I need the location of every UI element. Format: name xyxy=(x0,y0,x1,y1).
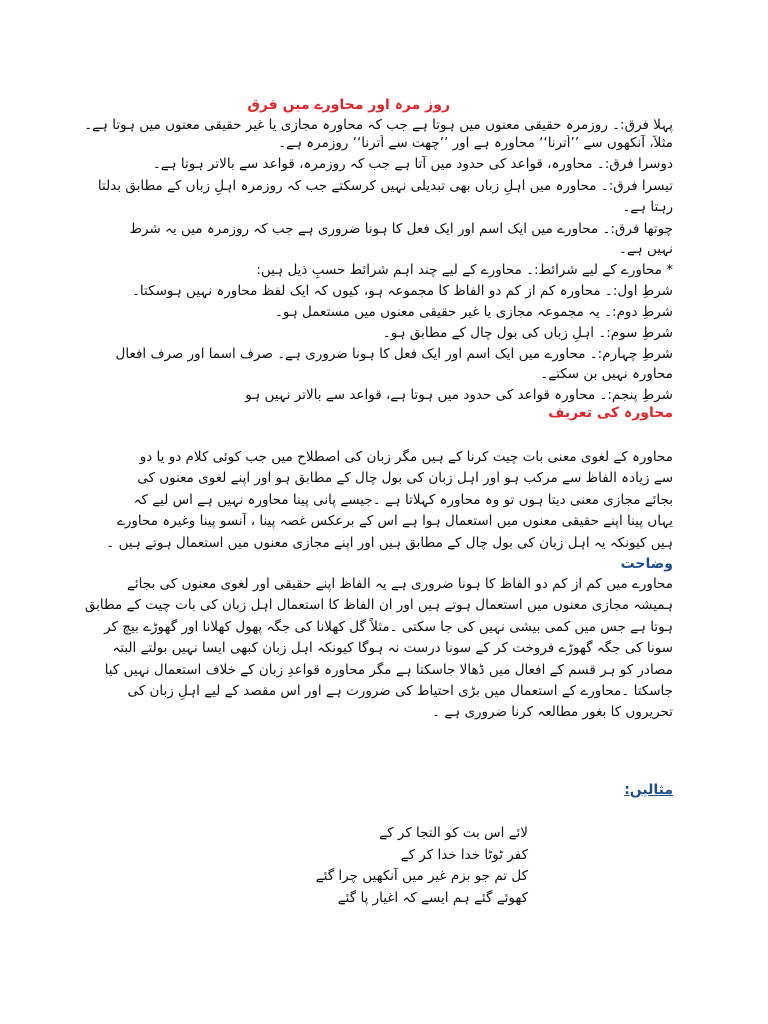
condition-line: شرطِ دوم:۔ یہ مجموعہ مجازی یا غیر حقیقی معنوں میں مستعمل ہو۔ xyxy=(274,304,673,320)
difference-line: مثلاً، آنکھوں سے ’’اُترنا‘‘ محاورہ ہے اور ’’چھت سے اُترنا‘‘ روزمرہ ہے۔ xyxy=(278,135,673,151)
explanation-line: ہمیشہ مجازی معنوں میں استعمال ہوتے ہیں اور ان الفاظ کا استعمال اہل زبان کی بات چیت کے مطابق xyxy=(84,597,673,614)
difference-line: رہتا ہے۔ xyxy=(622,199,673,215)
explanation-line: محاورے میں کم از کم دو الفاظ کا ہونا ضروری ہے یہ الفاظ اپنے حقیقی اور لغوی معنوں کی بجائے xyxy=(126,576,673,592)
condition-line: شرطِ پنجم:۔ محاورہ قواعد کی حدود میں ہوتا ہے، قواعد سے بالاتر نہیں ہو xyxy=(245,387,673,403)
explanation-heading: وضاحت xyxy=(620,556,673,572)
poem-line: کفر ٹوٹا خدا خدا کر کے xyxy=(400,846,528,863)
explanation-line: تحریروں کا بغور مطالعہ کرنا ضروری ہے ۔ xyxy=(432,704,673,721)
definition-line: محاورہ کے لغوی معنی بات چیت کرنا کے ہیں مگر زبان کی اصطلاح میں جب کوئی کلام دو یا دو xyxy=(139,449,673,465)
condition-line: محاورہ نہیں بن سکتے۔ xyxy=(540,366,673,382)
explanation-line: ہوتا ہے جس میں کمی بیشی نہیں کی جا سکتی ۔مثلاً گل کھلانا کی جگہ پھول کھلانا اور گھوڑے بیچ کر xyxy=(104,618,673,635)
explanation-line: جاسکتا ۔محاورے کے استعمال میں بڑی احتیاط کی ضرورت ہے اور اس مقصد کے لیے اہلِ زبان کی xyxy=(127,683,673,700)
explanation-line: سونا کی جگہ گھوڑے فروخت کر کے سونا درست نہ ہوگا کیونکہ اہل زبان کبھی ایسا نہیں بولتے البتہ xyxy=(112,640,673,657)
poem xyxy=(316,823,528,909)
examples-heading: مثالیں: xyxy=(624,782,673,798)
definition-heading: محاورہ کی تعریف xyxy=(548,405,673,421)
definition-line: یہاں پینا اپنے حقیقی معنوں میں استعمال ہوا ہے اس کے برعکس غصہ پینا ، آنسو پینا وغیرہ محاورے xyxy=(116,513,673,530)
page-title: روز مرہ اور محاورے میں فرق xyxy=(247,97,450,113)
explanation-line: مصادر کو ہر قسم کے افعال میں ڈھالا جاسکتا ہے مگر محاورہ قواعدِ زبان کے خلاف استعمال نہیں کیا xyxy=(104,661,673,678)
difference-line: دوسرا فرق:۔ محاورہ، قواعد کی حدود میں آتا ہے جب کہ روزمرہ، قواعد سے بالاتر ہوتا ہے۔ xyxy=(152,156,673,172)
definition-paragraph xyxy=(73,447,673,554)
difference-line: تیسرا فرق:۔ محاورہ میں اہلِ زباں بھی تبدیلی نہیں کرسکتے جب کہ روزمرہ اہلِ زباں کے مطابق بدلتا xyxy=(97,178,673,194)
definition-line: سے زیادہ الفاظ سے مرکب ہو اور اہل زبان کی بول چال کے مطابق ہو اور اپنے لغوی معنوں کی xyxy=(137,470,673,487)
conditions-intro: * محاورے کے لیے شرائط:۔ محاورے کے لیے چند اہم شرائط حسبِ ذیل ہیں: xyxy=(256,262,673,278)
condition-line: شرطِ چہارم:۔ محاورے میں ایک اسم اور ایک فعل کا ہونا ضروری ہے۔ صرف اسما اور صرف افعال xyxy=(115,346,673,362)
difference-line: نہیں ہے۔ xyxy=(618,241,673,257)
poem-line: کھوئے گئے ہم ایسے کہ اغیار پا گئے xyxy=(337,889,528,906)
condition-line: شرطِ اول:۔ محاورہ کم از کم دو الفاظ کا مجموعہ ہو، کیوں کہ ایک لفظ محاورہ نہیں ہوسکتا۔ xyxy=(132,283,673,299)
poem-line: لائے اس بت کو التجا کر کے xyxy=(379,825,528,841)
definition-line: ہیں کیونکہ یہ اہل زبان کی بول چال کے مطابق ہیں اور اپنے مجازی معنوں میں استعمال ہوتے ہیں ۔ xyxy=(106,534,673,551)
difference-line: چوتھا فرق:۔ محاورے میں ایک اسم اور ایک فعل کا ہونا ضروری ہے جب کہ روزمرہ میں یہ شرط xyxy=(129,221,673,237)
definition-line: بجائے مجازی معنی دیتا ہوں تو وہ محاورہ کہلاتا ہے ۔جیسے پانی پینا محاورہ نہیں ہے اس لیے کہ xyxy=(133,491,673,508)
explanation-paragraph xyxy=(73,574,673,724)
condition-line: شرطِ سوم:۔ اہلِ زباں کی بول چال کے مطابق ہو۔ xyxy=(382,325,673,341)
poem-line: کل تم جو بزم غیر میں آنکھیں چرا گئے xyxy=(315,868,528,884)
difference-line: پہلا فرق:۔ روزمرہ حقیقی معنوں میں ہوتا ہے جب کہ محاورہ مجازی یا غیر حقیقی معنوں میں ہوتا ہے۔ xyxy=(84,117,673,133)
